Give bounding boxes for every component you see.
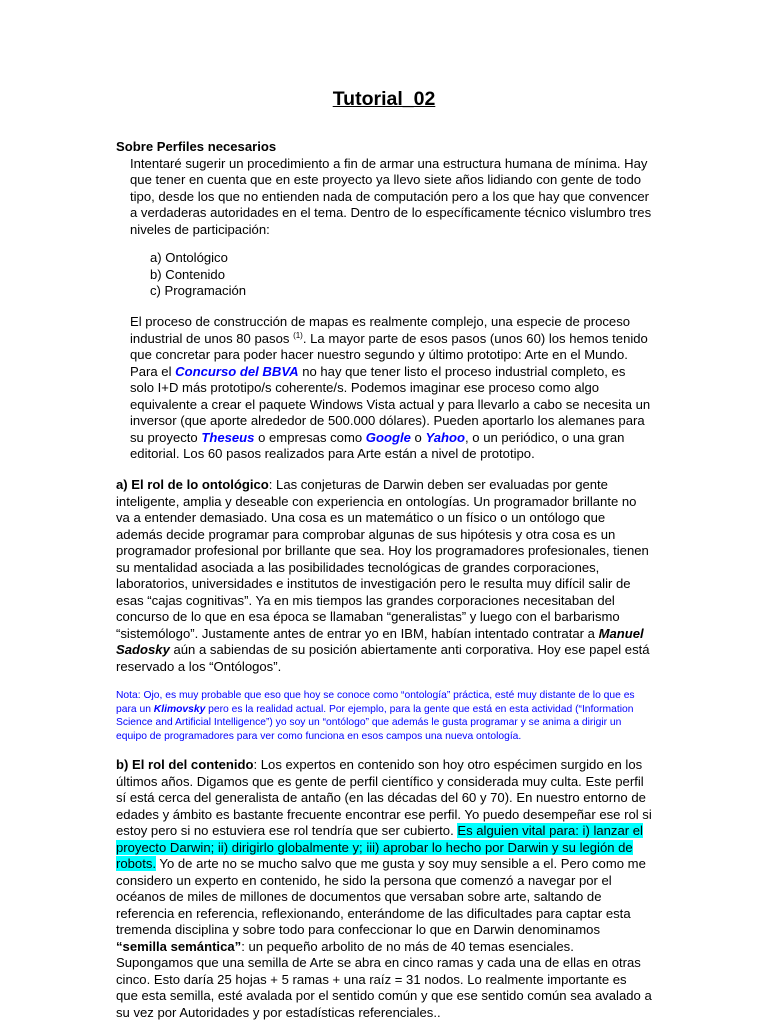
theseus-link[interactable]: Theseus — [201, 429, 255, 445]
ontologico-section: a) El rol de lo ontológico: Las conjeturas de Darwin deben ser evaluadas por gente inteligente, amplia y deseable con experiencia en ontologías. Un programador brillante no va a entender demasiado. Una cosa es un matemático o un físico o un ontólogo que además decide programar para comprobar algunas de sus hipótesis y otra cosa es un programador profesional por brillante que sea. Hoy los programadores profesionales, tienen su mentalidad asociada a las posibilidades tecnológicas de grandes corporaciones, laboratorios, universidades e institutos de investigación pero le resulta muy difícil salir de esas “cajas cognitivas”. Ya en mis tiempos las grandes corporaciones necesitaban del concurso de lo que en esa época se llamaban “generalistas” y luego con el barbarismo “sistemólogo”. Justamente antes de entrar yo en IBM, habían intentado contratar a Manuel Sadosky aún a sabiendas de su posición abiertamente anti corporativa. Hoy ese papel está reservado a los “Ontólogos”. — [116, 477, 650, 674]
intro-heading: Sobre Perfiles necesarios — [116, 139, 277, 154]
semilla-term: “semilla semántica” — [116, 938, 242, 954]
footnote-ref: (1) — [293, 330, 303, 340]
process-paragraph-1: El proceso de construcción de mapas es realmente complejo, una especie de proceso industrial de unos 80 pasos $^{(1)}$. La mayor parte de esos pasos (unos 60) los hemos tenido que concretar para poder hacer nuestro segundo y último prototipo: Arte en el Mundo. — [130, 314, 648, 362]
klimovsky-name: Klimovsky — [153, 703, 206, 715]
highlighted-text: Es alguien vital para: i) lanzar el proyecto Darwin; ii) dirigirlo globalmente y; iii) aprobar lo hecho por Darwin y su legión de robots. — [116, 823, 643, 871]
intro-section — [116, 139, 652, 238]
document-title: Tutorial_02 — [332, 88, 436, 110]
process-section — [116, 314, 652, 463]
contenido-heading: b) El rol del contenido — [116, 757, 254, 772]
yahoo-link[interactable]: Yahoo — [425, 429, 465, 445]
list-item: b) Contenido — [150, 266, 225, 282]
levels-list — [150, 250, 246, 300]
contenido-section: b) El rol del contenido: Los expertos en contenido son hoy otro espécimen surgido en los últimos años. Digamos que es gente de perfil científico y considerada muy culta. Este perfil sí está cerca del generalista de antaño (en las décadas del 60 y 70). En nuestro entorno de edades y ámbito es bastante frecuente encontrar ese perfil. Yo puedo desempeñar ese rol si estoy pero si no estuviera ese rol tendría que ser cubierto. Es alguien vital para: i) lanzar el proyecto Darwin; ii) dirigirlo globalmente y; iii) aprobar lo hecho por Darwin y su legión de robots. Yo de arte no se mucho salvo que me gusta y soy muy sensible a el. Pero como me considero un experto en contenido, he sido la persona que comenzó a navegar por el océanos de miles de millones de documentos que versaban sobre arte, saltando de referencia en referencia, reflexionando, enterándome de las dificultades para captar esta tremenda disciplina y sobre todo para confeccionar lo que en Darwin denominamos “semilla semántica”: un pequeño arbolito de no más de 40 temas esenciales. Supongamos que una semilla de Arte se abra en cinco ramas y cada una de ellas en otras cinco. Esto daría 25 hojas + 5 ramas + una raíz = 31 nodos. Lo realmente importante es que esta semilla, esté avalada por el sentido común y que ese sentido común sea avalado a su vez por Autoridades y por estadísticas referenciales.. — [116, 757, 652, 1020]
ontologico-heading: a) El rol de lo ontológico — [116, 477, 269, 492]
bbva-link[interactable]: Concurso del BBVA — [175, 363, 299, 379]
google-link[interactable]: Google — [365, 429, 411, 445]
list-item: a) Ontológico — [150, 250, 228, 265]
note-section: Nota: Ojo, es muy probable que eso que hoy se conoce como “ontología” práctica, esté muy distante de lo que es para un Klimovsky pero es la realidad actual. Por ejemplo, para la gente que está en esta actividad (“Information Science and Artificial Intelligence”) yo soy un “ontólogo” que además le gusta programar y se anima a dirigir un equipo de programadores para ver como funciona en esos campos una nueva ontología. — [116, 690, 635, 742]
process-paragraph-2: Para el Concurso del BBVA no hay que tener listo el proceso industrial completo, es solo I+D más prototipo/s coherente/s. Podemos imaginar ese proceso como algo equivalente a crear el paquete Windows Vista actual y para llevarlo a cabo se necesita un inversor (que aporte alrededor de 500.000 dólares). Pueden aportarlo los alemanes para su proyecto Theseus o empresas como Google o Yahoo, o un periódico, o una gran editorial. Los 60 pasos realizados para Arte están a nivel de prototipo. — [130, 363, 651, 461]
sadosky-name: Manuel Sadosky — [116, 625, 644, 657]
list-item: c) Programación — [150, 283, 247, 298]
intro-paragraph: Intentaré sugerir un procedimiento a fin de armar una estructura humana de mínima. Hay que tener en cuenta que en este proyecto ya llevo siete años lidiando con gente de todo tipo, desde los que no entienden nada de computación pero a los que hay que convencer a verdaderas autoridades en el tema. Dentro de lo específicamente técnico vislumbro tres niveles de participación: — [130, 155, 652, 237]
